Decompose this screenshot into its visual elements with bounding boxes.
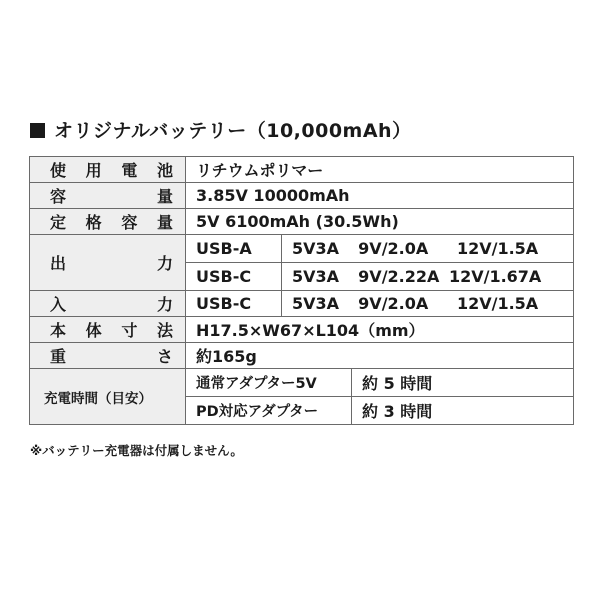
section-title — [30, 116, 412, 143]
label-char: 電 — [121, 161, 138, 180]
label-char: 用 — [85, 161, 102, 180]
label-cell-type — [50, 158, 173, 181]
label-output — [50, 251, 173, 274]
row-output-usba — [30, 235, 574, 263]
label-char: 入 — [50, 295, 67, 314]
label-char: 体 — [85, 321, 102, 340]
value-cell-type: リチウムポリマー — [186, 157, 574, 183]
port-output-usba: USB-A — [186, 235, 282, 263]
row-size — [30, 317, 574, 343]
label-char: 量 — [156, 213, 173, 232]
label-char: 重 — [50, 347, 67, 366]
label-char: 定 — [50, 213, 67, 232]
label-input — [50, 292, 173, 315]
label-char: 格 — [85, 213, 102, 232]
row-capacity — [30, 183, 574, 209]
row-cell-type — [30, 157, 574, 183]
row-input — [30, 291, 574, 317]
footnote: ※バッテリー充電器は付属しません。 — [30, 443, 243, 458]
value-weight: 約165g — [186, 343, 574, 369]
adapter-charge-pd: PD対応アダプター — [186, 397, 352, 425]
label-char: 使 — [50, 161, 67, 180]
label-char: 法 — [156, 321, 173, 340]
section-title-text: オリジナルバッテリー（10,000mAh） — [54, 120, 412, 142]
label-charge: 充電時間（目安） — [30, 369, 186, 425]
label-capacity — [50, 184, 173, 207]
label-char: 池 — [156, 161, 173, 180]
spec-table — [29, 156, 574, 425]
time-charge-pd: 約 3 時間 — [352, 397, 574, 425]
label-char: さ — [156, 347, 173, 366]
label-rated — [50, 210, 173, 233]
label-char: 量 — [156, 187, 173, 206]
value-output-usba: 5V3A 9V/2.0A 12V/1.5A — [282, 235, 574, 263]
label-char: 出 — [50, 254, 67, 273]
row-charge-normal — [30, 369, 574, 397]
label-weight — [50, 344, 173, 367]
port-output-usbc: USB-C — [186, 263, 282, 291]
value-size: H17.5×W67×L104（mm） — [186, 317, 574, 343]
port-input: USB-C — [186, 291, 282, 317]
label-size — [50, 318, 173, 341]
label-char: 本 — [50, 321, 67, 340]
row-weight — [30, 343, 574, 369]
adapter-charge-normal: 通常アダプター5V — [186, 369, 352, 397]
label-char: 寸 — [121, 321, 138, 340]
value-input: 5V3A 9V/2.0A 12V/1.5A — [282, 291, 574, 317]
time-charge-normal: 約 5 時間 — [352, 369, 574, 397]
label-char: 容 — [50, 187, 67, 206]
label-char: 力 — [156, 295, 173, 314]
value-capacity: 3.85V 10000mAh — [186, 183, 574, 209]
square-bullet-icon — [30, 123, 45, 138]
label-char: 力 — [156, 254, 173, 273]
value-output-usbc: 5V3A 9V/2.22A 12V/1.67A — [282, 263, 574, 291]
label-char: 容 — [121, 213, 138, 232]
value-rated: 5V 6100mAh (30.5Wh) — [186, 209, 574, 235]
row-rated — [30, 209, 574, 235]
